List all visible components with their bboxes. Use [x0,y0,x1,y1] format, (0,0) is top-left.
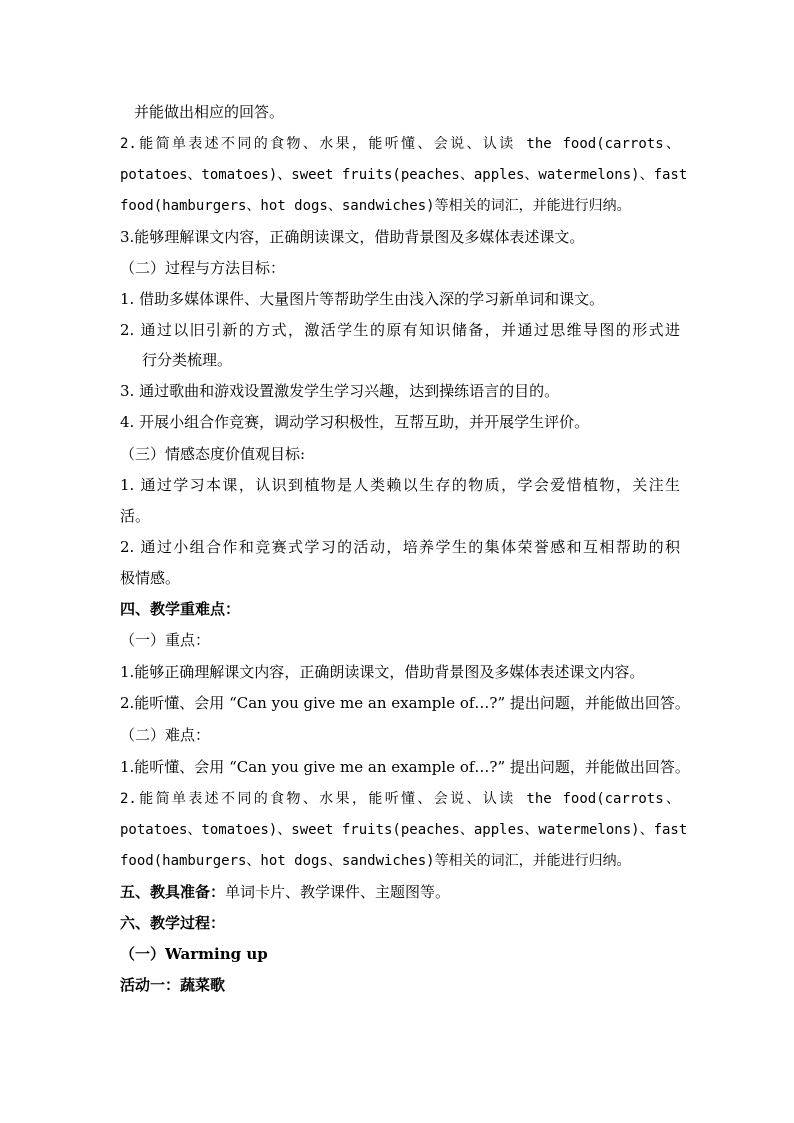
text-line: 2.能简单表述不同的食物、水果，能听懂、会说、认读 the food(carrots、 [120,791,680,807]
section-text: 单词卡片、教学课件、主题图等。 [225,883,451,901]
text-line: food(hamburgers、hot dogs、sandwiches)等相关的词汇，并能进行归纳。 [120,198,631,214]
text-line: 3.能够理解课文内容，正确朗读课文，借助背景图及多媒体表述课文。 [120,228,585,246]
activity-heading: 活动一：蔬菜歌 [120,976,226,994]
text-line: 3. 通过歌曲和游戏设置激发学生学习兴趣，达到操练语言的目的。 [120,382,560,400]
text-line: 2. 通过以旧引新的方式，激活学生的原有知识储备，并通过思维导图的形式进 [120,321,680,339]
subsection-heading: （一）Warming up [120,945,268,963]
section-heading: 六、教学过程： [120,914,226,932]
text-line: 2. 通过小组合作和竞赛式学习的活动，培养学生的集体荣誉感和互相帮助的积 [120,538,680,556]
section-heading: 四、教学重难点： [120,600,241,618]
text-line: 行分类梳理。 [142,351,233,369]
text-line: potatoes、tomatoes)、sweet fruits(peaches、apples、watermelons)、fast [120,167,688,183]
text-line: 并能做出相应的回答。 [134,103,285,121]
text-line: 1.能听懂、会用 “Can you give me an example of…?” 提出问题，并能做出回答。 [120,758,690,776]
subsection-heading: （一）重点： [120,631,211,649]
text-line: 1. 借助多媒体课件、大量图片等帮助学生由浅入深的学习新单词和课文。 [120,290,605,308]
text-line: 2.能听懂、会用 “Can you give me an example of…?” 提出问题，并能做出回答。 [120,694,690,712]
subsection-heading: （二）难点： [120,726,211,744]
text-line: 1. 通过学习本课，认识到植物是人类赖以生存的物质，学会爱惜植物，关注生 [120,476,680,494]
text-line: food(hamburgers、hot dogs、sandwiches)等相关的词汇，并能进行归纳。 [120,853,631,869]
text-line: potatoes、tomatoes)、sweet fruits(peaches、apples、watermelons)、fast [120,822,688,838]
subsection-heading: （二）过程与方法目标： [120,259,286,277]
subsection-heading: （三）情感态度价值观目标: [120,445,306,463]
text-line: 1.能够正确理解课文内容，正确朗读课文，借助背景图及多媒体表述课文内容。 [120,663,645,681]
text-line: 4. 开展小组合作竞赛，调动学习积极性，互帮互助，并开展学生评价。 [120,413,590,431]
text-line: 极情感。 [120,569,181,587]
section-5-line [120,882,680,902]
text-line: 活。 [120,507,151,525]
text-line: 2.能简单表述不同的食物、水果，能听懂、会说、认读 the food(carrots、 [120,136,680,152]
section-heading: 五、教具准备： [120,883,226,901]
